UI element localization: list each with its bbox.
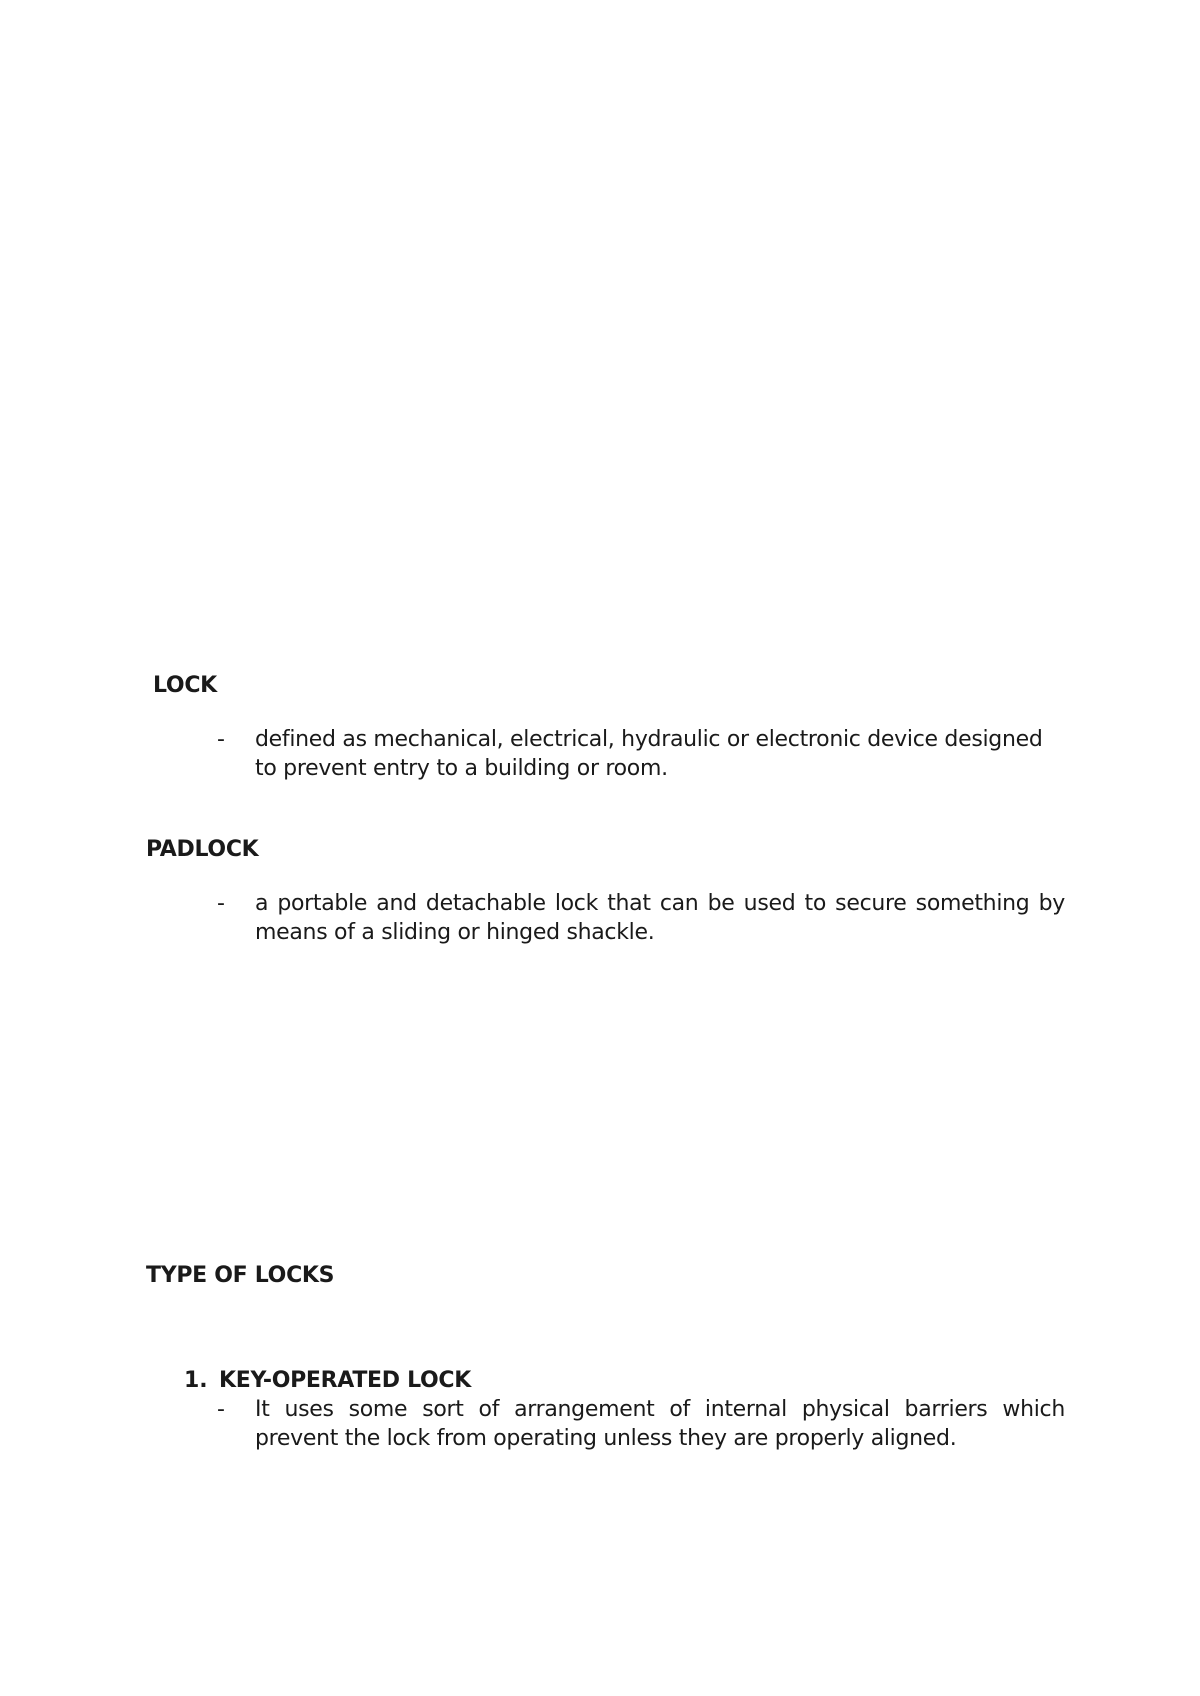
types-heading: TYPE OF LOCKS (146, 1263, 335, 1288)
list-item-number: 1. (184, 1368, 208, 1393)
lock-heading: LOCK (153, 673, 217, 698)
padlock-definition: a portable and detachable lock that can be used to secure something by means of a sliding or hinged shackle. (255, 891, 1065, 945)
padlock-bullet-marker: - (217, 891, 225, 916)
lock-bullet-marker: - (217, 727, 225, 752)
lock-definition: defined as mechanical, electrical, hydraulic or electronic device designed to prevent entry to a building or room. (255, 727, 1043, 781)
key-operated-lock-description: It uses some sort of arrangement of internal physical barriers which prevent the lock from operating unless they are properly aligned. (255, 1397, 1065, 1451)
key-operated-lock-title: KEY-OPERATED LOCK (219, 1368, 472, 1393)
key-operated-bullet-marker: - (217, 1397, 225, 1422)
padlock-heading: PADLOCK (146, 837, 259, 862)
